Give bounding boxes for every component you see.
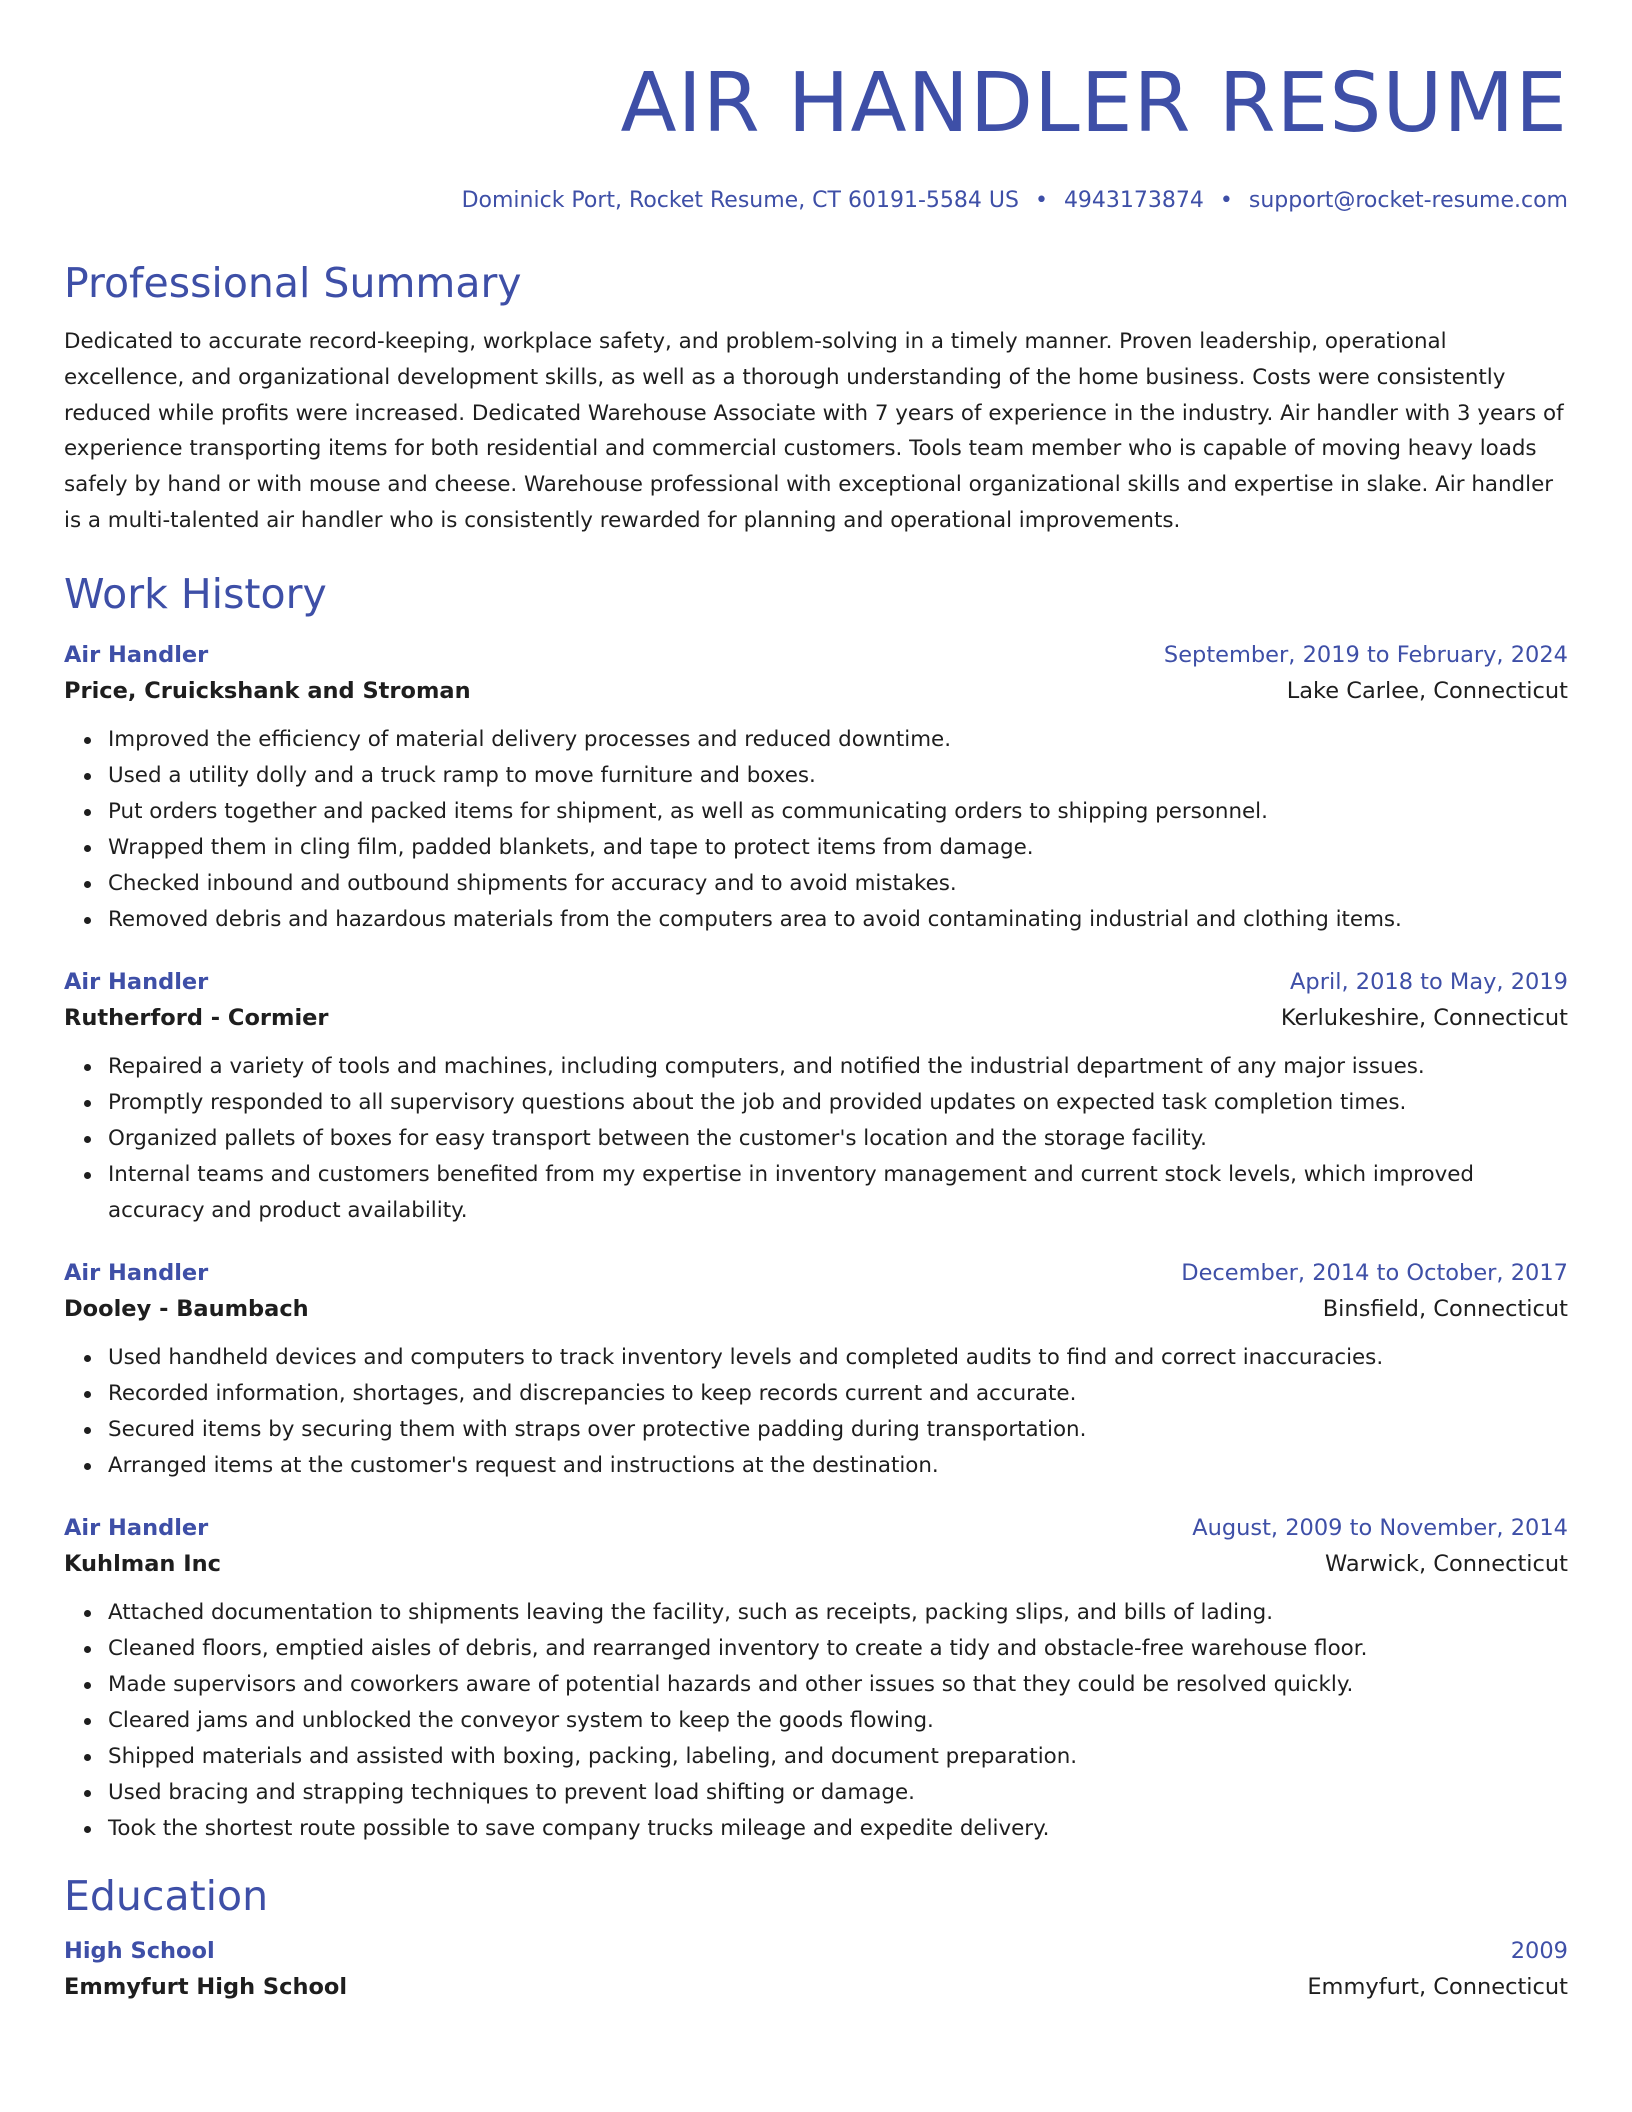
job-title: Air Handler xyxy=(64,1259,209,1286)
contact-address: Dominick Port, Rocket Resume, CT 60191-5584 US xyxy=(461,188,1019,213)
contact-info xyxy=(64,186,1568,216)
job-company: Price, Cruickshank and Stroman xyxy=(64,677,471,704)
job-duty: Recorded information, shortages, and discrepancies to keep records current and accurate. xyxy=(108,1376,1568,1412)
job-duties-list xyxy=(64,1049,1568,1229)
job-company: Dooley - Baumbach xyxy=(64,1295,309,1322)
contact-email: support@rocket-resume.com xyxy=(1248,188,1568,213)
job-duty: Took the shortest route possible to save company trucks mileage and expedite delivery. xyxy=(108,1811,1568,1847)
summary-heading: Professional Summary xyxy=(64,259,522,307)
job-title: Air Handler xyxy=(64,641,209,668)
job-entry xyxy=(64,637,1568,938)
job-dates: August, 2009 to November, 2014 xyxy=(1192,1514,1568,1541)
job-duty: Organized pallets of boxes for easy transport between the customer's location and the storage facility. xyxy=(108,1121,1568,1157)
job-title: Air Handler xyxy=(64,968,209,995)
job-entry xyxy=(64,1510,1568,1847)
resume-title: AIR HANDLER RESUME xyxy=(620,56,1568,151)
education-year: 2009 xyxy=(1510,1937,1568,1964)
summary-text: Dedicated to accurate record-keeping, workplace safety, and problem-solving in a timely manner. Proven leadership, operational excellence, and organizational development skills, as well as a thorough understanding of the home business. Costs were consistently reduced while profits were increased. Dedicated Warehouse Associate with 7 years of experience in the industry. Air handler with 3 years of experience transporting items for both residential and commercial customers. Tools team member who is capable of moving heavy loads safely by hand or with mouse and cheese. Warehouse professional with exceptional organizational skills and expertise in slake. Air handler is a multi-talented air handler who is consistently rewarded for planning and operational improvements. xyxy=(64,329,1564,533)
job-duty: Used a utility dolly and a truck ramp to move furniture and boxes. xyxy=(108,758,1568,794)
job-duty: Removed debris and hazardous materials from the computers area to avoid contaminating industrial and clothing items. xyxy=(108,902,1568,938)
job-location: Binsfield, Connecticut xyxy=(1322,1295,1568,1322)
job-duty: Used handheld devices and computers to track inventory levels and completed audits to find and correct inaccuracies. xyxy=(108,1340,1568,1376)
job-entry xyxy=(64,1255,1568,1484)
education-entry xyxy=(64,1933,1568,2005)
job-location: Kerlukeshire, Connecticut xyxy=(1280,1004,1568,1031)
job-duty: Wrapped them in cling film, padded blankets, and tape to protect items from damage. xyxy=(108,830,1568,866)
job-duties-list xyxy=(64,1595,1568,1847)
job-duty: Cleared jams and unblocked the conveyor system to keep the goods flowing. xyxy=(108,1703,1568,1739)
job-title: Air Handler xyxy=(64,1514,209,1541)
job-duty: Internal teams and customers benefited from my expertise in inventory management and current stock levels, which improved accuracy and product availability. xyxy=(108,1157,1568,1229)
job-duty: Secured items by securing them with straps over protective padding during transportation. xyxy=(108,1412,1568,1448)
job-duty: Arranged items at the customer's request and instructions at the destination. xyxy=(108,1448,1568,1484)
job-dates: December, 2014 to October, 2017 xyxy=(1181,1259,1568,1286)
job-duty: Attached documentation to shipments leaving the facility, such as receipts, packing slips, and bills of lading. xyxy=(108,1595,1568,1631)
job-duty: Used bracing and strapping techniques to prevent load shifting or damage. xyxy=(108,1775,1568,1811)
contact-separator: • xyxy=(1219,188,1233,213)
job-dates: April, 2018 to May, 2019 xyxy=(1290,968,1568,995)
education-school: Emmyfurt High School xyxy=(64,1973,348,2000)
job-location: Lake Carlee, Connecticut xyxy=(1286,677,1568,704)
job-duty: Shipped materials and assisted with boxing, packing, labeling, and document preparation. xyxy=(108,1739,1568,1775)
contact-separator: • xyxy=(1034,188,1048,213)
education-location: Emmyfurt, Connecticut xyxy=(1307,1973,1568,2000)
job-dates: September, 2019 to February, 2024 xyxy=(1163,641,1568,668)
job-duty: Made supervisors and coworkers aware of potential hazards and other issues so that they could be resolved quickly. xyxy=(108,1667,1568,1703)
job-duty: Promptly responded to all supervisory questions about the job and provided updates on expected task completion times. xyxy=(108,1085,1568,1121)
job-company: Kuhlman Inc xyxy=(64,1550,221,1577)
education-degree: High School xyxy=(64,1937,215,1964)
job-duties-list xyxy=(64,1340,1568,1484)
job-duty: Cleaned floors, emptied aisles of debris, and rearranged inventory to create a tidy and obstacle-free warehouse floor. xyxy=(108,1631,1568,1667)
job-duties-list xyxy=(64,722,1568,938)
work-history-heading: Work History xyxy=(64,569,327,618)
job-entry xyxy=(64,964,1568,1229)
job-location: Warwick, Connecticut xyxy=(1325,1550,1568,1577)
job-duty: Repaired a variety of tools and machines, including computers, and notified the industrial department of any major issues. xyxy=(108,1049,1568,1085)
education-heading: Education xyxy=(64,1871,269,1920)
contact-phone: 4943173874 xyxy=(1063,188,1204,213)
job-duty: Put orders together and packed items for shipment, as well as communicating orders to shipping personnel. xyxy=(108,794,1568,830)
job-duty: Improved the efficiency of material delivery processes and reduced downtime. xyxy=(108,722,1568,758)
job-company: Rutherford - Cormier xyxy=(64,1004,329,1031)
job-duty: Checked inbound and outbound shipments for accuracy and to avoid mistakes. xyxy=(108,866,1568,902)
